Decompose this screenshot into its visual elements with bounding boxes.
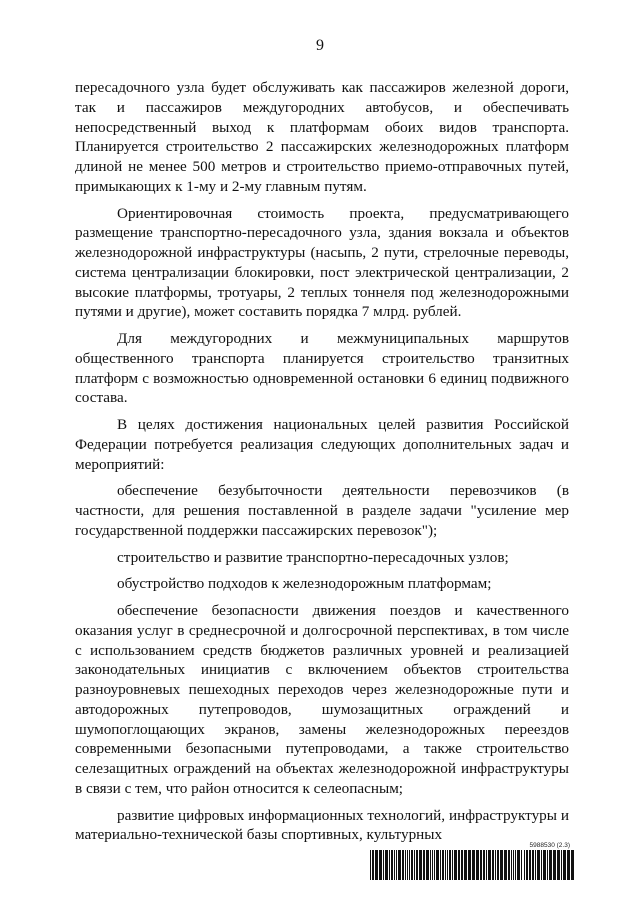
paragraph: Для междугородних и межмуниципальных маршрутов общественного транспорта планируется строительство транзитных платформ с возможностью одновременной остановки 6 единиц подвижного состава.: [75, 330, 569, 407]
paragraph: Ориентировочная стоимость проекта, предусматривающего размещение транспортно-пересадочного узла, здания вокзала и объектов железнодорожной инфраструктуры (насыпь, 2 пути, стрелочные переводы, система централизации блокировки, пост электрической централизации, 2 высокие платформы, тротуары, 2 теплых тоннеля под железнодорожными путями и другие), может составить порядка 7 млрд. рублей.: [75, 204, 569, 321]
paragraph: развитие цифровых информационных технологий, инфраструктуры и материально-технической базы спортивных, культурных: [75, 806, 569, 844]
paragraph: строительство и развитие транспортно-пересадочных узлов;: [117, 548, 509, 566]
page-number: 9: [316, 37, 324, 54]
paragraph: обустройство подходов к железнодорожным платформам;: [117, 575, 492, 593]
paragraph: В целях достижения национальных целей развития Российской Федерации потребуется реализация следующих дополнительных задач и мероприятий:: [75, 416, 569, 473]
paragraph: пересадочного узла будет обслуживать как пассажиров железной дороги, так и пассажиров междугородних автобусов, и обеспечивать непосредственный выход к платформам обоих видов транспорта. Планируется строительство 2 пассажирских железнодорожных платформ длиной не менее 500 метров и строительство приемо-отправочных путей, примыкающих к 1-му и 2-му главным путям.: [75, 79, 569, 195]
paragraph: обеспечение безопасности движения поездов и качественного оказания услуг в среднесрочной и долгосрочной перспективах, в том числе с использованием средств бюджетов различных уровней и реализацией законодательных инициатив с включением объектов строительства разноуровневых пешеходных переходов через железнодорожные пути и автодорожных путепроводов, шумозащитных ограждений и шумопоглощающих экранов, замены железнодорожных переездов современными безопасными путепроводами, а также строительство селезащитных ограждений на объектах железнодорожной инфраструктуры в связи с тем, что район относится к селеопасным;: [75, 602, 569, 797]
barcode-block: [368, 842, 576, 880]
paragraph: обеспечение безубыточности деятельности перевозчиков (в частности, для решения поставленной в разделе задачи "усиление мер государственной поддержки пассажирских перевозок");: [75, 482, 569, 539]
barcode-icon: [368, 850, 576, 880]
document-body: [75, 78, 569, 845]
barcode-label: 5988530 (2.3): [529, 842, 570, 849]
